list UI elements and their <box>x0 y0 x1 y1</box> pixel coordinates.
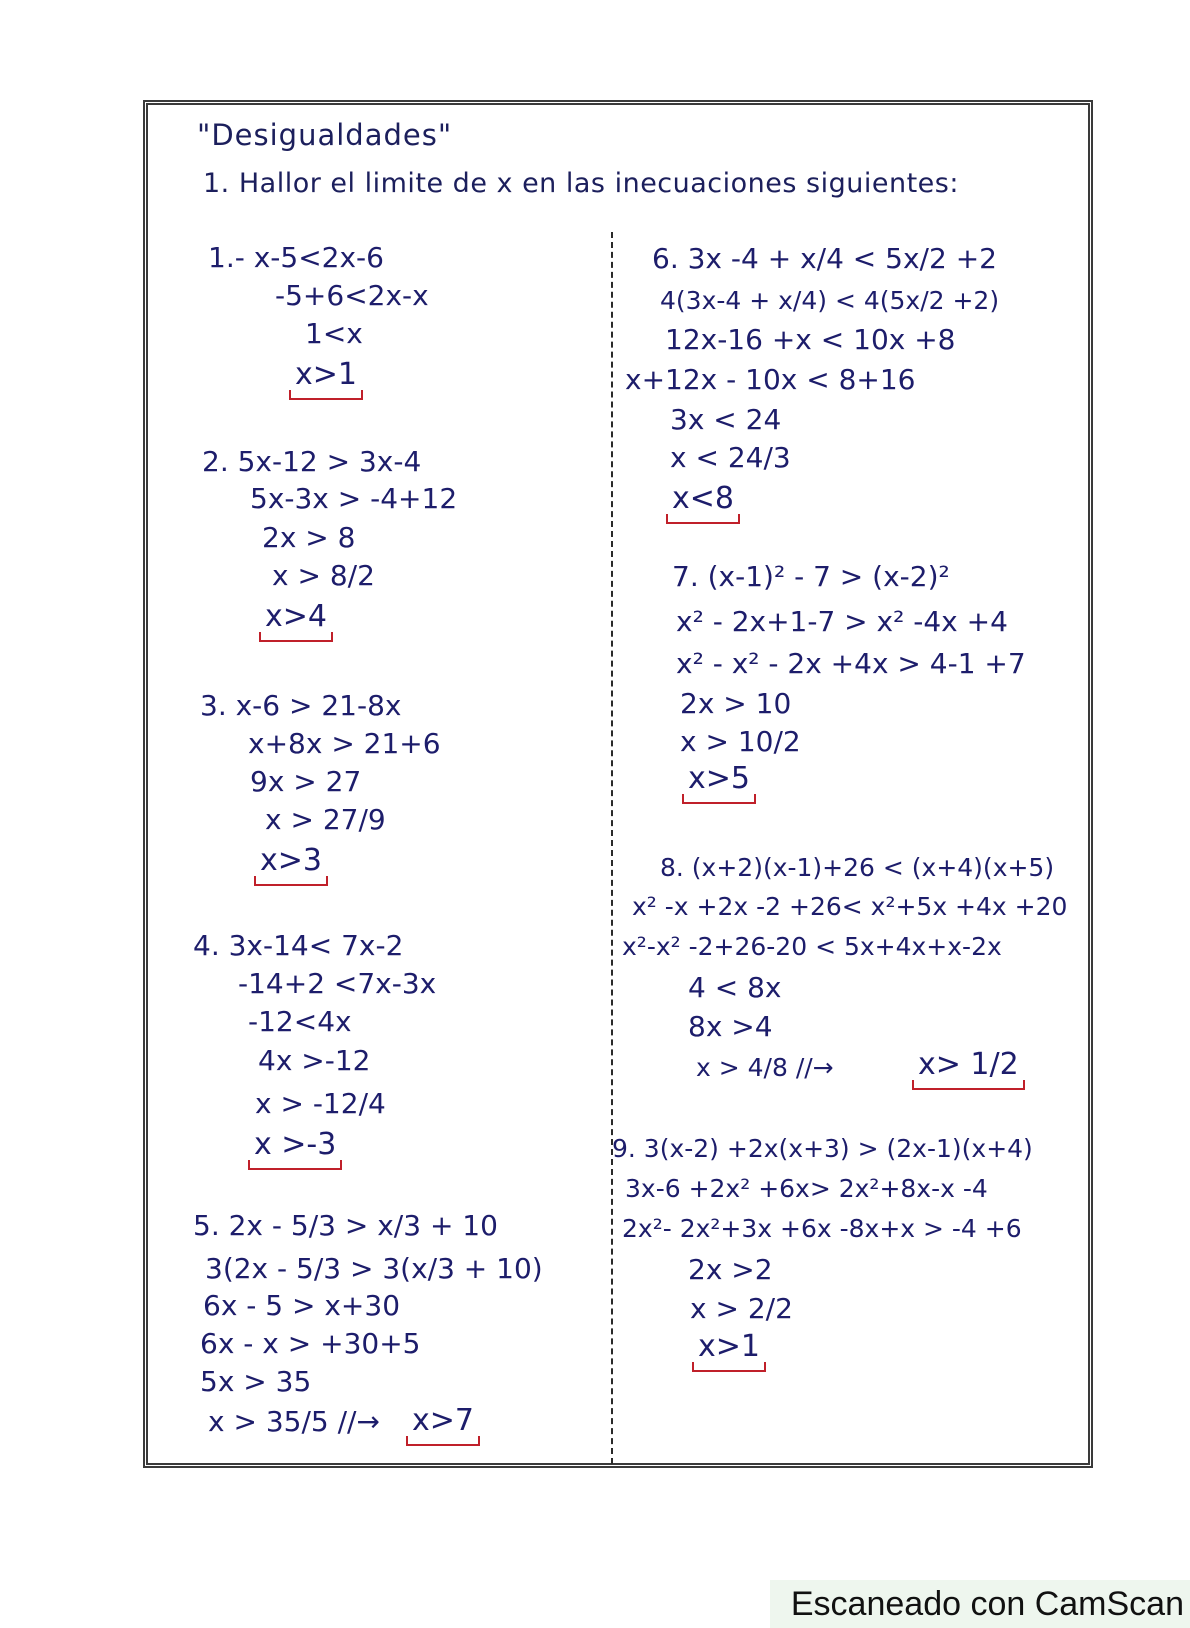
problem-5-line-1: 5. 2x - 5/3 > x/3 + 10 <box>193 1209 498 1242</box>
answer-underline <box>254 876 328 886</box>
problem-3-answer-text: x>3 <box>260 843 322 878</box>
problem-9-line-3: 2x²- 2x²+3x +6x -8x+x > -4 +6 <box>622 1214 1022 1243</box>
problem-5-line-5: 5x > 35 <box>200 1365 312 1398</box>
problem-3-line-1: 3. x-6 > 21-8x <box>200 689 402 722</box>
problem-7-line-1: 7. (x-1)² - 7 > (x-2)² <box>672 560 950 593</box>
problem-4-answer <box>254 1127 337 1162</box>
problem-4-line-5: x > -12/4 <box>255 1087 386 1120</box>
problem-3-line-4: x > 27/9 <box>265 803 386 836</box>
problem-8-line-3: x²-x² -2+26-20 < 5x+4x+x-2x <box>622 932 1002 961</box>
problem-1-line-3: 1<x <box>305 317 363 350</box>
problem-6-line-5: 3x < 24 <box>670 403 782 436</box>
problem-7-answer <box>688 761 750 796</box>
problem-8-line-6: x > 4/8 //→ <box>696 1053 834 1082</box>
problem-8-line-2: x² -x +2x -2 +26< x²+5x +4x +20 <box>632 892 1068 921</box>
problem-8-answer <box>918 1047 1019 1082</box>
problem-1-line-2: -5+6<2x-x <box>275 279 429 312</box>
problem-3-line-2: x+8x > 21+6 <box>248 727 441 760</box>
problem-9-answer <box>698 1329 760 1364</box>
problem-2-line-2: 5x-3x > -4+12 <box>250 482 458 515</box>
problem-4-answer-text: x >-3 <box>254 1127 337 1162</box>
answer-underline <box>289 390 363 400</box>
problem-5-line-2: 3(2x - 5/3 > 3(x/3 + 10) <box>205 1252 543 1285</box>
problem-1-line-1: 1.- x-5<2x-6 <box>208 241 384 274</box>
answer-underline <box>406 1436 480 1446</box>
problem-1-answer <box>295 357 357 392</box>
problem-9-answer-text: x>1 <box>698 1329 760 1364</box>
answer-underline <box>666 514 740 524</box>
worksheet-title: "Desigualdades" <box>197 118 453 152</box>
problem-7-line-3: x² - x² - 2x +4x > 4-1 +7 <box>676 647 1026 680</box>
problem-6-line-2: 4(3x-4 + x/4) < 4(5x/2 +2) <box>660 286 1000 315</box>
problem-8-line-1: 8. (x+2)(x-1)+26 < (x+4)(x+5) <box>660 853 1055 882</box>
problem-4-line-4: 4x >-12 <box>258 1044 371 1077</box>
answer-underline <box>692 1362 766 1372</box>
problem-6-line-3: 12x-16 +x < 10x +8 <box>665 323 956 356</box>
problem-2-answer-text: x>4 <box>265 599 327 634</box>
problem-5-answer-text: x>7 <box>412 1403 474 1438</box>
problem-7-line-4: 2x > 10 <box>680 687 792 720</box>
problem-9-line-5: x > 2/2 <box>690 1292 793 1325</box>
problem-3-line-3: 9x > 27 <box>250 765 362 798</box>
problem-5-line-3: 6x - 5 > x+30 <box>203 1289 401 1322</box>
problem-9-line-1: 9. 3(x-2) +2x(x+3) > (2x-1)(x+4) <box>612 1134 1033 1163</box>
problem-8-line-4: 4 < 8x <box>688 971 782 1004</box>
problem-2-answer <box>265 599 327 634</box>
problem-5-answer <box>412 1403 474 1438</box>
problem-7-answer-text: x>5 <box>688 761 750 796</box>
problem-6-line-4: x+12x - 10x < 8+16 <box>625 363 916 396</box>
problem-9-line-2: 3x-6 +2x² +6x> 2x²+8x-x -4 <box>625 1174 988 1203</box>
column-divider <box>611 232 613 1464</box>
problem-7-line-5: x > 10/2 <box>680 725 801 758</box>
problem-2-line-1: 2. 5x-12 > 3x-4 <box>202 445 422 478</box>
problem-7-line-2: x² - 2x+1-7 > x² -4x +4 <box>676 605 1008 638</box>
problem-6-line-1: 6. 3x -4 + x/4 < 5x/2 +2 <box>652 242 997 275</box>
problem-5-line-6: x > 35/5 //→ <box>208 1405 380 1438</box>
problem-6-line-6: x < 24/3 <box>670 441 791 474</box>
problem-6-answer <box>672 481 734 516</box>
problem-2-line-4: x > 8/2 <box>272 559 375 592</box>
problem-4-line-2: -14+2 <7x-3x <box>238 967 437 1000</box>
answer-underline <box>259 632 333 642</box>
problem-2-line-3: 2x > 8 <box>262 521 356 554</box>
problem-1-answer-text: x>1 <box>295 357 357 392</box>
problem-9-line-4: 2x >2 <box>688 1253 773 1286</box>
problem-8-answer-text: x> 1/2 <box>918 1047 1019 1082</box>
problem-3-answer <box>260 843 322 878</box>
problem-6-answer-text: x<8 <box>672 481 734 516</box>
problem-4-line-3: -12<4x <box>248 1005 352 1038</box>
answer-underline <box>912 1080 1025 1090</box>
problem-5-line-4: 6x - x > +30+5 <box>200 1327 421 1360</box>
answer-underline <box>682 794 756 804</box>
worksheet-instruction: 1. Hallor el limite de x en las inecuaciones siguientes: <box>203 168 959 199</box>
problem-4-line-1: 4. 3x-14< 7x-2 <box>193 929 404 962</box>
camscanner-watermark: Escaneado con CamScan <box>770 1580 1190 1628</box>
problem-8-line-5: 8x >4 <box>688 1010 773 1043</box>
answer-underline <box>248 1160 342 1170</box>
